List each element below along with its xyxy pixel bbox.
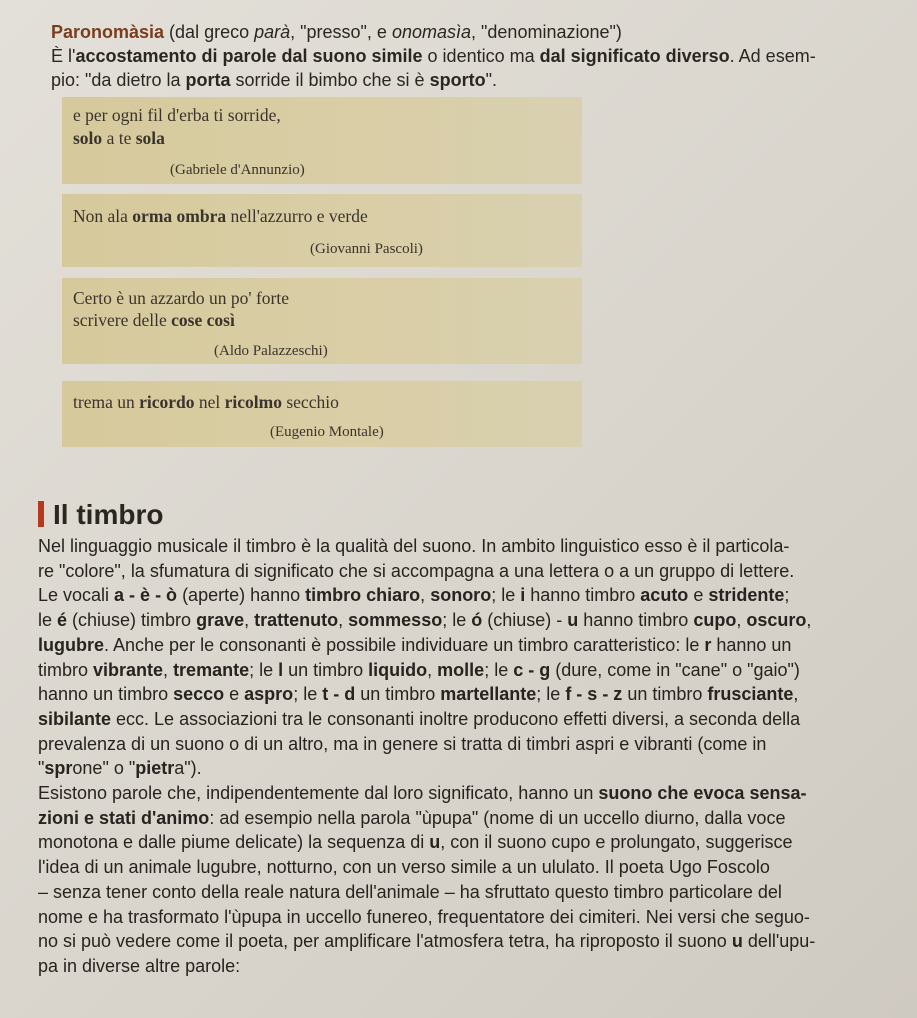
body-line: prevalenza di un suono o di un altro, ma in genere si tratta di timbri aspri e vibranti (come in (38, 733, 767, 754)
body-line: re "colore", la sfumatura di significato che si accompagna a una lettera o a un gruppo di lettere. (38, 560, 795, 581)
body-line: Le vocali a - è - ò (aperte) hanno timbro chiaro, sonoro; le i hanno timbro acuto e stridente; (38, 585, 790, 606)
definition-heading-line: Paronomàsia (dal greco parà, "presso", e onomasìa, "denominazione") (51, 22, 622, 42)
body-line: no si può vedere come il poeta, per amplificare l'atmosfera tetra, ha riproposto il suono u dell'upu- (38, 931, 816, 952)
body-line: sibilante ecc. Le associazioni tra le consonanti inoltre producono effetti diversi, a seconda della (38, 708, 801, 729)
section-title: Il timbro (38, 499, 163, 531)
quote-box-palazzeschi (62, 278, 582, 364)
quote-author: (Giovanni Pascoli) (310, 241, 423, 257)
body-line: nome e ha trasformato l'ùpupa in uccello funereo, frequentatore dei cimiteri. Nei versi che seguo- (38, 906, 810, 927)
quote-box-dannunzio (62, 97, 582, 184)
verse-line: Non ala orma ombra nell'azzurro e verde (73, 206, 368, 226)
verse-line: solo a te sola (73, 128, 165, 148)
section-marker-bar (38, 501, 44, 527)
timbro-body-text (38, 534, 898, 979)
quote-box-montale (62, 381, 582, 447)
paronomasia-definition (51, 20, 901, 92)
body-line: l'idea di un animale lugubre, notturno, con un verso simile a un ululato. Il poeta Ugo Foscolo (38, 857, 770, 878)
body-line: lugubre. Anche per le consonanti è possibile individuare un timbro caratteristico: le r hanno un (38, 634, 792, 655)
body-line: zioni e stati d'animo: ad esempio nella parola "ùpupa" (nome di un uccello diurno, dalla voce (38, 807, 786, 828)
quote-author: (Eugenio Montale) (270, 424, 384, 440)
definition-line-3: pio: "da dietro la porta sorride il bimbo che si è sporto". (51, 70, 497, 90)
verse-line: trema un ricordo nel ricolmo secchio (73, 392, 339, 412)
verse-line: scrivere delle cose così (73, 310, 235, 330)
body-line: le é (chiuse) timbro grave, trattenuto, sommesso; le ó (chiuse) - u hanno timbro cupo, oscuro, (38, 610, 812, 631)
verse-line: e per ogni fil d'erba ti sorride, (73, 105, 281, 125)
body-line: pa in diverse altre parole: (38, 955, 241, 976)
body-line: Nel linguaggio musicale il timbro è la qualità del suono. In ambito linguistico esso è il particola- (38, 536, 790, 556)
definition-line-2: È l'accostamento di parole dal suono simile o identico ma dal significato diverso. Ad esem- (51, 46, 816, 66)
body-line: Esistono parole che, indipendentemente dal loro significato, hanno un suono che evoca sensa- (38, 783, 807, 804)
body-line: – senza tener conto della reale natura dell'animale – ha sfruttato questo timbro particolare del (38, 881, 782, 902)
body-line: "sprone" o "pietra"). (38, 758, 202, 779)
term-paronomasia: Paronomàsia (51, 22, 165, 42)
body-line: monotona e dalle piume delicate) la sequenza di u, con il suono cupo e prolungato, suggerisce (38, 832, 793, 853)
quote-author: (Gabriele d'Annunzio) (170, 162, 305, 178)
verse-line: Certo è un azzardo un po' forte (73, 288, 289, 308)
body-line: timbro vibrante, tremante; le l un timbro liquido, molle; le c - g (dure, come in "cane" o "gaio") (38, 659, 800, 680)
body-line: hanno un timbro secco e aspro; le t - d un timbro martellante; le f - s - z un timbro frusciante, (38, 684, 799, 705)
quote-author: (Aldo Palazzeschi) (214, 343, 328, 359)
quote-box-pascoli (62, 194, 582, 267)
